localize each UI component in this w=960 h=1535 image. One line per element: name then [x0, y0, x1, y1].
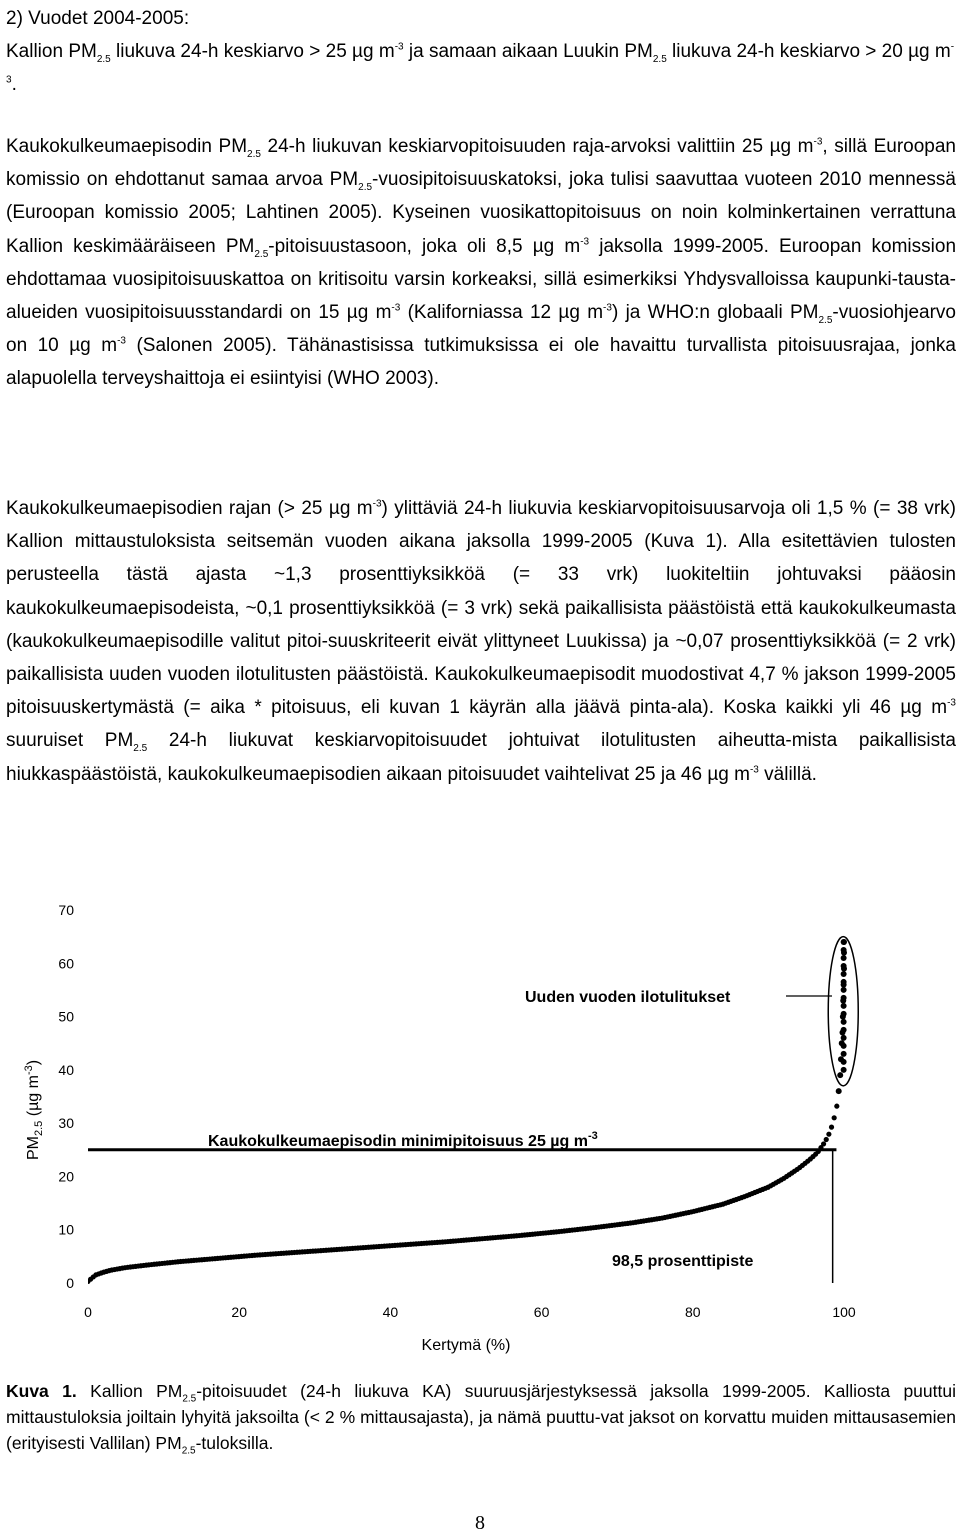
y-tick-label: 50 — [58, 1008, 74, 1025]
page-number: 8 — [475, 1512, 485, 1534]
data-point — [841, 955, 847, 961]
data-point — [836, 1088, 842, 1094]
data-point — [832, 1115, 837, 1120]
data-point — [841, 963, 847, 969]
x-tick-label: 20 — [231, 1304, 247, 1320]
data-point — [841, 1011, 847, 1017]
data-point — [837, 1072, 843, 1078]
data-point — [826, 1132, 831, 1137]
data-point — [841, 1067, 847, 1073]
y-tick-label: 70 — [58, 902, 74, 918]
data-point — [834, 1104, 839, 1109]
data-point — [841, 1059, 847, 1065]
data-point — [841, 1019, 847, 1025]
x-tick-label: 40 — [382, 1304, 399, 1320]
paragraph-episode-results: Kaukokulkeumaepisodien rajan (> 25 µg $m^{-3}$) ylittäviä 24-h liukuvia keskiarvopitoisuusarvoja oli 1,5 % (= 38 vrk) Kallion mittaustuloksista seitsemän vuoden aikana jaksolla 1999-2005 (Kuva 1). Alla esitettävien tulosten perusteella tästä ajasta ~1,3 prosenttiyksikköä (= 33 vrk) luokiteltiin johtuvaksi pääosin kaukokulkeumaepisodeista, ~0,1 prosenttiyksikköä (= 3 vrk) sekä paikallisista päästöistä että kaukokulkeumasta (kaukokulkeumaepisodille valitut pitoi-suuskriteerit eivät ylittyneet Luukissa) ja ~0,07 prosenttiyksikköä (= 2 vrk) paikallisista uuden vuoden ilotulitusten päästöistä. Kaukokulkeumaepisodit muodostivat 4,7 % jakson 1999-2005 pitoisuuskertymästä (= aika * pitoisuus, eli kuvan 1 käyrän alla jäävä pinta-ala). Koska kaikki yli 46 µg $m^{-3}$ suuruiset $PM_{2.5}$ 24-h liukuvat keskiarvopitoisuudet johtuivat ilotulitusten aiheutta-mista paikallisista hiukkaspäästöistä, kaukokulkeumaepisodien aikaan pitoisuudet vaihtelivat 25 ja 46 µg $m^{-3}$ välillä. — [6, 498, 956, 785]
data-point — [829, 1125, 834, 1130]
data-point — [841, 1003, 847, 1009]
data-point — [841, 995, 847, 1001]
plot-area — [88, 910, 844, 1283]
data-point — [841, 971, 847, 977]
fireworks-annotation: Uuden vuoden ilotulitukset — [525, 989, 731, 1006]
cumulative-pm25-chart — [0, 880, 960, 1360]
episode-min-annotation: Kaukokulkeumaepisodin minimipitoisuus 25 µg $m^{-3}$ — [208, 1130, 598, 1150]
x-tick-label: 60 — [533, 1304, 550, 1320]
paragraph-episode-threshold: Kaukokulkeumaepisodin $PM_{2.5}$ 24-h liukuvan keskiarvopitoisuuden raja-arvoksi valittiin 25 µg $m^{-3}$, sillä Euroopan komissio on ehdottanut samaa arvoa $PM_{2.5}$-vuosipitoisuuskatoksi, joka tulisi saavuttaa vuoteen 2010 mennessä (Euroopan komissio 2005; Lahtinen 2005). Kyseinen vuosikattopitoisuus on noin kolminkertainen verrattuna Kallion keskimääräiseen $PM_{2.5}$-pitoisuustasoon, joka oli 8,5 µg $m^{-3}$ jaksolla 1999-2005. Euroopan komission ehdottamaa vuosipitoisuuskattoa on kritisoitu varsin korkeaksi, sillä esimerkiksi Yhdysvalloissa kaupunki-tausta-alueiden vuosipitoisuusstandardi on 15 µg $m^{-3}$ (Kaliforniassa 12 µg $m^{-3}$) ja WHO:n globaali $PM_{2.5}$-vuosiohjearvo on 10 µg $m^{-3}$ (Salonen 2005). Tähänastisissa tutkimuksissa ei ole havaittu turvallista pitoisuusrajaa, jonka alapuolella terveyshaittoja ei esiintyisi (WHO 2003). — [6, 136, 957, 390]
y-axis — [58, 902, 74, 1291]
figure-caption: Kuva 1. Kallion $PM_{2.5}$-pitoisuudet (24-h liukuva KA) suuruusjärjestyksessä jaksolla 1999-2005. Kalliosta puuttui mittaustuloksia joiltain lyhyitä jaksoilta (< 2 % mittausajasta), ja nämä puuttu-vat jaksot on korvattu muiden mittausasemien (erityisesti Vallilan) $PM_{2.5}$-tuloksilla. — [6, 1381, 956, 1457]
x-tick-label: 100 — [832, 1304, 856, 1320]
x-tick-label: 0 — [84, 1304, 92, 1320]
y-tick-label: 60 — [58, 955, 74, 972]
data-point — [841, 987, 847, 993]
x-axis — [84, 1304, 856, 1320]
data-point — [841, 1043, 847, 1049]
data-point — [841, 939, 847, 945]
data-series — [85, 939, 847, 1284]
data-point — [821, 1141, 826, 1146]
data-point — [824, 1137, 829, 1142]
x-axis-label: Kertymä (%) — [421, 1337, 511, 1354]
y-axis-label: $PM_{2.5}$ (µg $m^{-3}$) — [23, 1059, 45, 1160]
y-tick-label: 40 — [58, 1061, 74, 1078]
data-point — [841, 1051, 847, 1057]
data-point — [841, 947, 847, 953]
y-tick-label: 20 — [58, 1168, 74, 1185]
data-point — [841, 979, 847, 985]
section-title: 2) Vuodet 2004-2005: — [6, 8, 190, 29]
y-tick-label: 10 — [58, 1221, 74, 1238]
data-point — [841, 1027, 847, 1033]
x-tick-label: 80 — [685, 1304, 701, 1320]
data-point — [841, 1035, 847, 1041]
y-tick-label: 30 — [58, 1115, 74, 1132]
intro-paragraph: Kallion $PM_{2.5}$ liukuva 24-h keskiarvo > 25 µg $m^{-3}$ ja samaan aikaan Luukin $PM_{2.5}$ liukuva 24-h keskiarvo > 20 µg $m^{-3}$. — [6, 41, 955, 96]
y-tick-label: 0 — [66, 1275, 74, 1291]
percentile-annotation: 98,5 prosenttipiste — [612, 1253, 754, 1270]
